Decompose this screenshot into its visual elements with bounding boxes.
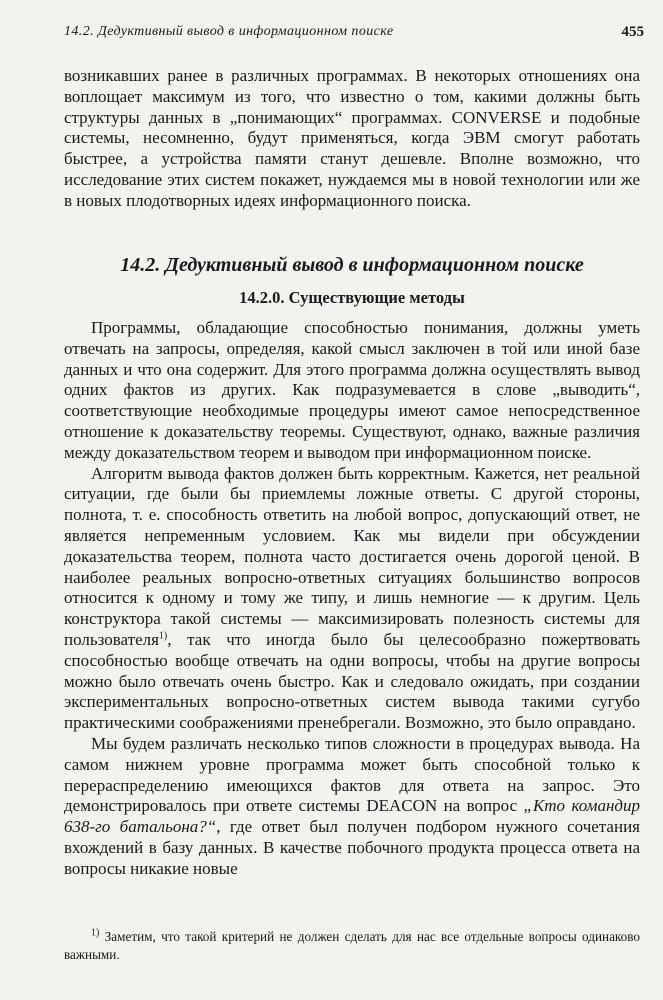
paragraph-2 (64, 464, 640, 734)
intro-paragraph: возникавших ранее в различных программах. В некоторых отношениях она воплощает максимум из того, что известно о том, какими должны быть структуры данных в „понимающих“ программах. CONVERSE и подобные системы, несомненно, будут применяться, когда ЭВМ смогут работать быстрее, а устройства памяти станут дешевле. Вполне возможно, что исследование этих систем покажет, нуждаемся мы в новой технологии или же в новых плодотворных идеях информационного поиска. (64, 66, 640, 210)
paragraph-2-part-1: Алгоритм вывода фактов должен быть корректным. Кажется, нет реальной ситуации, где были бы приемлемы ложные ответы. С другой стороны, полнота, т. е. способность ответить на любой вопрос, допускающий ответ, не является непременным условием. Как мы видели при обсуждении доказательства теорем, полнота часто достигается очень дорогой ценой. В наиболее реальных вопросно-ответных ситуациях большинство вопросов относится к одному и тому же типу, и лишь немногие — к другим. Цель конструктора такой системы — максимизировать полезность системы для пользователя (64, 463, 640, 649)
paragraph-2-part-2: , так что иногда было бы целесообразно пожертвовать способностью вообще отвечать на одни вопросы, чтобы на другие вопросы можно было отвечать очень быстро. Как и следовало ожидать, при создании экспериментальных вопросно-ответных систем вывода такими сугубо практическими соображениями пренебрегали. Возможно, это было оправдано. (64, 629, 640, 733)
paragraph-1: Программы, обладающие способностью понимания, должны уметь отвечать на запросы, определяя, какой смысл заключен в той или иной базе данных и что она содержит. Для этого программа должна осуществлять вывод одних фактов из других. Как подразумевается в слове „выводить“, соответствующие необходимые процедуры имеют самое непосредственное отношение к доказательству теоремы. Существуют, однако, важные различия между доказательством теорем и выводом при информационном поиске. (64, 318, 640, 462)
footnote-reference: 1) (158, 630, 168, 642)
intro-text-block (64, 66, 640, 212)
footnote-marker: 1) (91, 927, 100, 939)
footnote (64, 928, 640, 964)
section-heading: 14.2. Дедуктивный вывод в информационном поиске (120, 254, 584, 276)
paragraph-3-part-2: , где ответ был получен подбором нужного сочетания вхождений в базу данных. В качестве побочного продукта процесса ответа на вопросы никакие новые (64, 817, 640, 878)
paragraph-3-part-1: Мы будем различать несколько типов сложности в процедурах вывода. На самом нижнем уровне программа может быть способной только к перераспределению имеющихся фактов для ответа на запрос. Это демонстрировалось при ответе системы DEACON на вопрос (64, 733, 640, 816)
subsection-heading: 14.2.0. Существующие методы (239, 288, 465, 307)
running-head (64, 24, 644, 48)
main-text-block (64, 318, 640, 880)
running-head-title: 14.2. Дедуктивный вывод в информационном поиске (64, 24, 394, 39)
paragraph-3 (64, 734, 640, 880)
quoted-question: „Кто командир 638-го батальона?“ (64, 796, 640, 837)
footnote-text: Заметим, что такой критерий не должен сделать для нас все отдельные вопросы одинаково важными. (64, 929, 640, 962)
page-number: 455 (621, 24, 644, 40)
